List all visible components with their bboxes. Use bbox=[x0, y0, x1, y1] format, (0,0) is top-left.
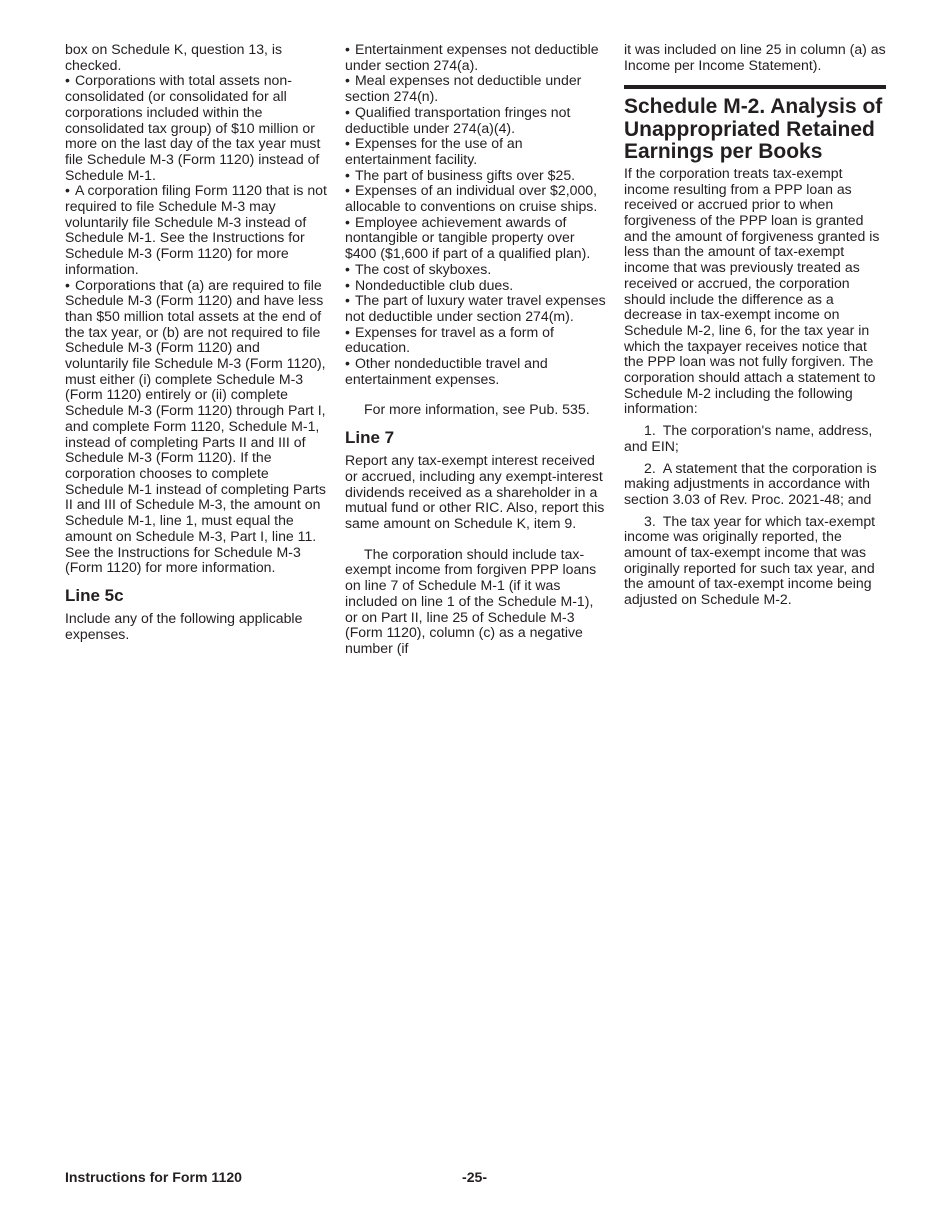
bullet-item: • A corporation filing Form 1120 that is not required to file Schedule M-3 may voluntarily file Schedule M-3 instead of Schedule M-1. See the Instructions for Schedule M-3 (Form 1120) for more information. bbox=[65, 183, 327, 277]
bullet-item: • The cost of skyboxes. bbox=[345, 262, 607, 278]
bullet-item: • Qualified transportation fringes not deductible under 274(a)(4). bbox=[345, 105, 607, 136]
paragraph: If the corporation treats tax-exempt income resulting from a PPP loan as received or accrued prior to when forgiveness of the PPP loan is granted and the amount of forgiveness granted is less than the amount of tax-exempt income that was previously treated as received or accrued, the corporation should include the difference as a decrease in tax-exempt income on Schedule M-2, line 6, for the tax year in which the taxpayer receives notice that the PPP loan was not fully forgiven. The corporation should attach a statement to Schedule M-2 including the following information: bbox=[624, 164, 880, 417]
paragraph: box on Schedule K, question 13, is checked. bbox=[65, 41, 283, 73]
bullet-item: • Corporations with total assets non-consolidated (or consolidated for all corporations included within the consolidated tax group) of $10 million or more on the last day of the tax year must file Schedule M-3 (Form 1120) instead of Schedule M-1. bbox=[65, 73, 327, 183]
bullet-item: • The part of business gifts over $25. bbox=[345, 168, 607, 184]
numbered-item: 1. The corporation's name, address, and EIN; bbox=[624, 422, 873, 454]
paragraph: For more information, see Pub. 535. bbox=[364, 401, 590, 418]
bullet-item: • Employee achievement awards of nontangible or tangible property over $400 ($1,600 if part of a qualified plan). bbox=[345, 215, 607, 262]
bullet-item: • Other nondeductible travel and entertainment expenses. bbox=[345, 356, 607, 387]
paragraph: Report any tax-exempt interest received or accrued, including any exempt-interest dividends received as a shareholder in a mutual fund or other RIC. Also, report this same amount on Schedule K, item 9. bbox=[345, 452, 605, 531]
footer-form-title: Instructions for Form 1120 bbox=[65, 1169, 242, 1185]
heading-schedule-m2: Schedule M-2. Analysis of Unappropriated Retained Earnings per Books bbox=[624, 95, 883, 164]
page-number: -25- bbox=[462, 1169, 488, 1185]
bullet-item: • Expenses for the use of an entertainment facility. bbox=[345, 136, 607, 167]
heading-line-7: Line 7 bbox=[345, 428, 395, 448]
paragraph: it was included on line 25 in column (a) as Income per Income Statement). bbox=[624, 41, 886, 73]
bullet-item: • The part of luxury water travel expenses not deductible under section 274(m). bbox=[345, 293, 607, 324]
column-2 bbox=[345, 42, 607, 657]
bullet-item: • Expenses of an individual over $2,000, allocable to conventions on cruise ships. bbox=[345, 183, 607, 214]
column-3 bbox=[624, 42, 886, 608]
numbered-item: 2. A statement that the corporation is making adjustments in accordance with section 3.03 of Rev. Proc. 2021-48; and bbox=[624, 459, 877, 507]
paragraph: The corporation should include tax-exempt income from forgiven PPP loans on line 7 of Schedule M-1 (if it was included on line 1 of the Schedule M-1), or on Part II, line 25 of Schedule M-3 (Form 1120), column (c) as a negative number (if bbox=[345, 545, 597, 656]
heading-line-5c: Line 5c bbox=[65, 585, 124, 605]
numbered-item: 3. The tax year for which tax-exempt income was originally reported, the amount of tax-exempt income that was originally reported for such tax year, and the amount of tax-exempt income being adjusted on Schedule M-2. bbox=[624, 512, 876, 608]
bullet-item: • Entertainment expenses not deductible under section 274(a). bbox=[345, 42, 607, 73]
paragraph: Include any of the following applicable expenses. bbox=[65, 609, 303, 642]
section-rule bbox=[624, 85, 886, 89]
column-1 bbox=[65, 42, 327, 642]
bullet-item: • Corporations that (a) are required to file Schedule M-3 (Form 1120) and have less than $50 million total assets at the end of the tax year, or (b) are not required to file Schedule M-3 (Form 1120) and voluntarily file Schedule M-3 (Form 1120), must either (i) complete Schedule M-3 (Form 1120) entirely or (ii) complete Schedule M-3 (Form 1120) through Part I, and complete Form 1120, Schedule M-1, instead of completing Parts II and III of Schedule M-3 (Form 1120). If the corporation chooses to complete Schedule M-1 instead of completing Parts II and III of Schedule M-3, the amount on Schedule M-1, line 1, must equal the amount on Schedule M-3, Part I, line 11. See the Instructions for Schedule M-3 (Form 1120) for more information. bbox=[65, 278, 327, 576]
bullet-item: • Expenses for travel as a form of education. bbox=[345, 325, 607, 356]
bullet-item: • Nondeductible club dues. bbox=[345, 278, 607, 294]
bullet-item: • Meal expenses not deductible under section 274(n). bbox=[345, 73, 607, 104]
